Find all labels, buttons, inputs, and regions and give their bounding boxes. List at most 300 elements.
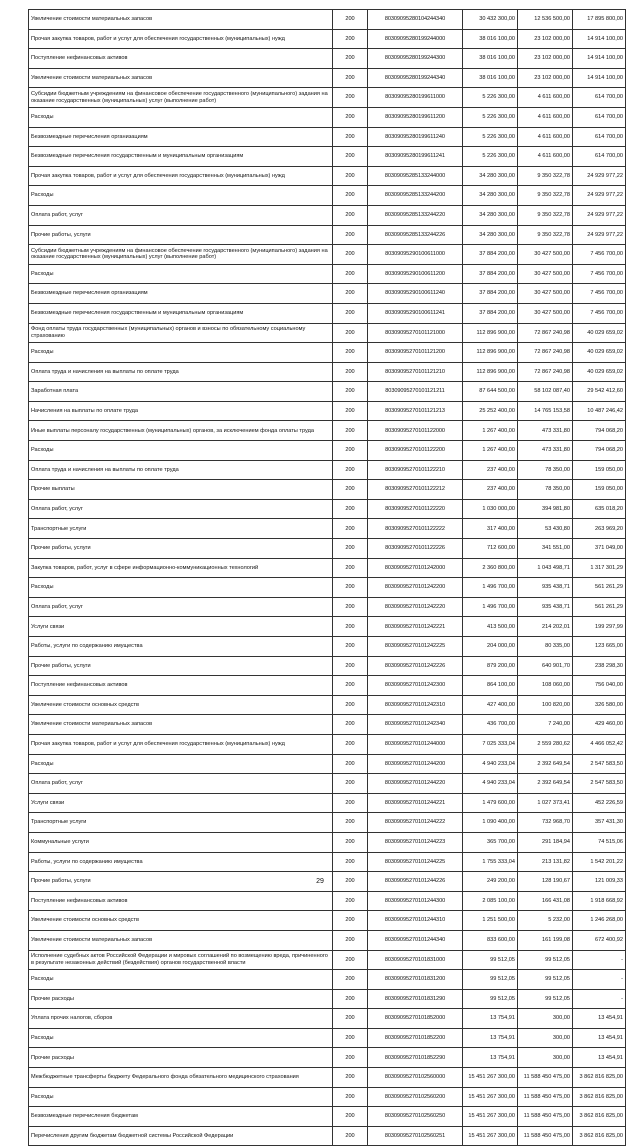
row-code-cell: 200 bbox=[333, 734, 368, 754]
table-row bbox=[29, 911, 626, 931]
table-row bbox=[29, 617, 626, 637]
remaining-amount-cell: 1 317 301,29 bbox=[573, 558, 626, 578]
table-row bbox=[29, 754, 626, 774]
executed-amount-cell: 58 102 087,40 bbox=[518, 382, 573, 402]
executed-amount-cell: 1 027 373,41 bbox=[518, 793, 573, 813]
row-name-cell: Оплата работ, услуг bbox=[29, 205, 333, 225]
row-name-cell: Прочие работы, услуги bbox=[29, 225, 333, 245]
classification-code-cell: 80309095270101121000 bbox=[368, 323, 463, 343]
approved-amount-cell: 99 512,05 bbox=[463, 989, 518, 1009]
executed-amount-cell: 473 331,80 bbox=[518, 441, 573, 461]
executed-amount-cell: 4 611 600,00 bbox=[518, 107, 573, 127]
executed-amount-cell: 11 588 450 475,00 bbox=[518, 1126, 573, 1146]
row-code-cell: 200 bbox=[333, 499, 368, 519]
table-row bbox=[29, 88, 626, 108]
remaining-amount-cell: 614 700,00 bbox=[573, 147, 626, 167]
table-row bbox=[29, 323, 626, 343]
row-name-cell: Транспортные услуги bbox=[29, 813, 333, 833]
approved-amount-cell: 833 600,00 bbox=[463, 930, 518, 950]
remaining-amount-cell: 614 700,00 bbox=[573, 88, 626, 108]
row-name-cell: Субсидии бюджетным учреждениям на финансовое обеспечение государственного (муниципального) задания на оказание государственных (муниципальных) услуг (выполнение работ) bbox=[29, 245, 333, 265]
approved-amount-cell: 5 226 300,00 bbox=[463, 88, 518, 108]
executed-amount-cell: 473 331,80 bbox=[518, 421, 573, 441]
executed-amount-cell: 11 588 450 475,00 bbox=[518, 1107, 573, 1127]
table-row bbox=[29, 1126, 626, 1146]
row-code-cell: 200 bbox=[333, 930, 368, 950]
remaining-amount-cell: 3 862 816 825,00 bbox=[573, 1107, 626, 1127]
approved-amount-cell: 37 884 200,00 bbox=[463, 245, 518, 265]
expenses-table bbox=[28, 9, 626, 1146]
row-code-cell: 200 bbox=[333, 1068, 368, 1088]
row-name-cell: Уплата прочих налогов, сборов bbox=[29, 1009, 333, 1029]
remaining-amount-cell: 672 400,92 bbox=[573, 930, 626, 950]
row-code-cell: 200 bbox=[333, 519, 368, 539]
row-name-cell: Прочие расходы bbox=[29, 989, 333, 1009]
approved-amount-cell: 34 280 300,00 bbox=[463, 205, 518, 225]
row-name-cell: Оплата работ, услуг bbox=[29, 774, 333, 794]
approved-amount-cell: 1 267 400,00 bbox=[463, 421, 518, 441]
remaining-amount-cell: 199 297,99 bbox=[573, 617, 626, 637]
remaining-amount-cell: 7 456 700,00 bbox=[573, 284, 626, 304]
classification-code-cell: 80309095270101242225 bbox=[368, 637, 463, 657]
remaining-amount-cell: 14 914 100,00 bbox=[573, 49, 626, 69]
classification-code-cell: 80309095270101242340 bbox=[368, 715, 463, 735]
remaining-amount-cell: 357 431,30 bbox=[573, 813, 626, 833]
approved-amount-cell: 1 267 400,00 bbox=[463, 441, 518, 461]
page-number: 29 bbox=[316, 878, 324, 885]
classification-code-cell: 80309095270101852290 bbox=[368, 1048, 463, 1068]
row-code-cell: 200 bbox=[333, 421, 368, 441]
row-code-cell: 200 bbox=[333, 382, 368, 402]
table-row bbox=[29, 832, 626, 852]
executed-amount-cell: 80 335,00 bbox=[518, 637, 573, 657]
executed-amount-cell: 72 867 240,98 bbox=[518, 343, 573, 363]
remaining-amount-cell: 159 050,00 bbox=[573, 480, 626, 500]
remaining-amount-cell: 40 029 659,02 bbox=[573, 362, 626, 382]
row-code-cell: 200 bbox=[333, 284, 368, 304]
row-name-cell: Работы, услуги по содержанию имущества bbox=[29, 637, 333, 657]
approved-amount-cell: 712 600,00 bbox=[463, 539, 518, 559]
approved-amount-cell: 37 884 200,00 bbox=[463, 264, 518, 284]
classification-code-cell: 80309095270101242220 bbox=[368, 597, 463, 617]
remaining-amount-cell: 452 226,59 bbox=[573, 793, 626, 813]
classification-code-cell: 80309095270101852200 bbox=[368, 1028, 463, 1048]
row-code-cell: 200 bbox=[333, 147, 368, 167]
row-code-cell: 200 bbox=[333, 793, 368, 813]
remaining-amount-cell: - bbox=[573, 950, 626, 970]
approved-amount-cell: 112 896 900,00 bbox=[463, 323, 518, 343]
classification-code-cell: 80309095270102560200 bbox=[368, 1087, 463, 1107]
classification-code-cell: 80309095285133244226 bbox=[368, 225, 463, 245]
table-row bbox=[29, 284, 626, 304]
classification-code-cell: 80309095270101244222 bbox=[368, 813, 463, 833]
table-row bbox=[29, 970, 626, 990]
row-name-cell: Расходы bbox=[29, 1028, 333, 1048]
remaining-amount-cell: 24 929 977,22 bbox=[573, 186, 626, 206]
classification-code-cell: 80309095270101122200 bbox=[368, 441, 463, 461]
executed-amount-cell: 108 060,00 bbox=[518, 676, 573, 696]
classification-code-cell: 80309095270101244000 bbox=[368, 734, 463, 754]
classification-code-cell: 80309095270101122222 bbox=[368, 519, 463, 539]
executed-amount-cell: 99 512,05 bbox=[518, 970, 573, 990]
table-row bbox=[29, 676, 626, 696]
executed-amount-cell: 5 232,00 bbox=[518, 911, 573, 931]
classification-code-cell: 80309095270101244200 bbox=[368, 754, 463, 774]
classification-code-cell: 80309095270101244221 bbox=[368, 793, 463, 813]
table-row bbox=[29, 460, 626, 480]
executed-amount-cell: 23 102 000,00 bbox=[518, 68, 573, 88]
remaining-amount-cell: 561 261,29 bbox=[573, 578, 626, 598]
remaining-amount-cell: 2 547 583,50 bbox=[573, 754, 626, 774]
classification-code-cell: 80309095280199611241 bbox=[368, 147, 463, 167]
executed-amount-cell: 23 102 000,00 bbox=[518, 29, 573, 49]
row-name-cell: Оплата труда и начисления на выплаты по оплате труда bbox=[29, 460, 333, 480]
classification-code-cell: 80309095270101244223 bbox=[368, 832, 463, 852]
approved-amount-cell: 25 252 400,00 bbox=[463, 401, 518, 421]
executed-amount-cell: 14 765 153,58 bbox=[518, 401, 573, 421]
approved-amount-cell: 38 016 100,00 bbox=[463, 68, 518, 88]
table-row bbox=[29, 852, 626, 872]
approved-amount-cell: 15 451 267 300,00 bbox=[463, 1087, 518, 1107]
executed-amount-cell: 2 392 649,54 bbox=[518, 774, 573, 794]
remaining-amount-cell: 159 050,00 bbox=[573, 460, 626, 480]
row-code-cell: 200 bbox=[333, 872, 368, 892]
remaining-amount-cell: 263 969,20 bbox=[573, 519, 626, 539]
approved-amount-cell: 237 400,00 bbox=[463, 460, 518, 480]
approved-amount-cell: 1 090 400,00 bbox=[463, 813, 518, 833]
executed-amount-cell: 11 588 450 475,00 bbox=[518, 1087, 573, 1107]
remaining-amount-cell: 13 454,91 bbox=[573, 1028, 626, 1048]
row-name-cell: Прочие выплаты bbox=[29, 480, 333, 500]
row-name-cell: Прочие работы, услуги bbox=[29, 539, 333, 559]
row-name-cell: Расходы bbox=[29, 970, 333, 990]
table-row bbox=[29, 166, 626, 186]
remaining-amount-cell: 371 049,00 bbox=[573, 539, 626, 559]
approved-amount-cell: 99 512,05 bbox=[463, 950, 518, 970]
row-name-cell: Перечисления другим бюджетам бюджетной системы Российской Федерации bbox=[29, 1126, 333, 1146]
executed-amount-cell: 935 438,71 bbox=[518, 578, 573, 598]
table-row bbox=[29, 147, 626, 167]
classification-code-cell: 80309095270101122210 bbox=[368, 460, 463, 480]
remaining-amount-cell: 24 929 977,22 bbox=[573, 166, 626, 186]
row-code-cell: 200 bbox=[333, 401, 368, 421]
classification-code-cell: 80309095270102560251 bbox=[368, 1126, 463, 1146]
remaining-amount-cell: 4 466 052,42 bbox=[573, 734, 626, 754]
table-row bbox=[29, 578, 626, 598]
executed-amount-cell: 9 350 322,78 bbox=[518, 225, 573, 245]
table-row bbox=[29, 656, 626, 676]
remaining-amount-cell: 7 456 700,00 bbox=[573, 264, 626, 284]
row-code-cell: 200 bbox=[333, 656, 368, 676]
row-name-cell: Заработная плата bbox=[29, 382, 333, 402]
row-code-cell: 200 bbox=[333, 343, 368, 363]
approved-amount-cell: 436 700,00 bbox=[463, 715, 518, 735]
table-row bbox=[29, 558, 626, 578]
classification-code-cell: 80309095270101122212 bbox=[368, 480, 463, 500]
approved-amount-cell: 2 085 100,00 bbox=[463, 891, 518, 911]
executed-amount-cell: 72 867 240,98 bbox=[518, 362, 573, 382]
approved-amount-cell: 2 360 800,00 bbox=[463, 558, 518, 578]
executed-amount-cell: 4 611 600,00 bbox=[518, 127, 573, 147]
classification-code-cell: 80309095280104244340 bbox=[368, 10, 463, 30]
approved-amount-cell: 237 400,00 bbox=[463, 480, 518, 500]
executed-amount-cell: 166 431,08 bbox=[518, 891, 573, 911]
row-code-cell: 200 bbox=[333, 127, 368, 147]
remaining-amount-cell: 2 547 583,50 bbox=[573, 774, 626, 794]
executed-amount-cell: 23 102 000,00 bbox=[518, 49, 573, 69]
remaining-amount-cell: 17 895 800,00 bbox=[573, 10, 626, 30]
table-row bbox=[29, 362, 626, 382]
budget-execution-sheet bbox=[28, 9, 625, 1146]
row-name-cell: Оплата труда и начисления на выплаты по оплате труда bbox=[29, 362, 333, 382]
row-name-cell: Начисления на выплаты по оплате труда bbox=[29, 401, 333, 421]
remaining-amount-cell: 14 914 100,00 bbox=[573, 68, 626, 88]
table-row bbox=[29, 186, 626, 206]
row-code-cell: 200 bbox=[333, 911, 368, 931]
approved-amount-cell: 13 754,91 bbox=[463, 1048, 518, 1068]
executed-amount-cell: 128 190,67 bbox=[518, 872, 573, 892]
classification-code-cell: 80309095270101244340 bbox=[368, 930, 463, 950]
classification-code-cell: 80309095270102560000 bbox=[368, 1068, 463, 1088]
row-code-cell: 200 bbox=[333, 107, 368, 127]
executed-amount-cell: 72 867 240,98 bbox=[518, 323, 573, 343]
classification-code-cell: 80309095280199244340 bbox=[368, 68, 463, 88]
row-name-cell: Расходы bbox=[29, 107, 333, 127]
row-name-cell: Увеличение стоимости материальных запасов bbox=[29, 10, 333, 30]
remaining-amount-cell: 14 914 100,00 bbox=[573, 29, 626, 49]
approved-amount-cell: 249 200,00 bbox=[463, 872, 518, 892]
approved-amount-cell: 112 896 900,00 bbox=[463, 343, 518, 363]
row-code-cell: 200 bbox=[333, 813, 368, 833]
row-name-cell: Транспортные услуги bbox=[29, 519, 333, 539]
executed-amount-cell: 341 551,00 bbox=[518, 539, 573, 559]
classification-code-cell: 80309095270101244300 bbox=[368, 891, 463, 911]
table-row bbox=[29, 127, 626, 147]
approved-amount-cell: 1 755 333,04 bbox=[463, 852, 518, 872]
remaining-amount-cell: 3 862 816 825,00 bbox=[573, 1068, 626, 1088]
table-row bbox=[29, 421, 626, 441]
row-code-cell: 200 bbox=[333, 970, 368, 990]
executed-amount-cell: 100 820,00 bbox=[518, 695, 573, 715]
executed-amount-cell: 213 131,82 bbox=[518, 852, 573, 872]
row-code-cell: 200 bbox=[333, 29, 368, 49]
approved-amount-cell: 879 200,00 bbox=[463, 656, 518, 676]
approved-amount-cell: 99 512,05 bbox=[463, 970, 518, 990]
row-code-cell: 200 bbox=[333, 88, 368, 108]
row-code-cell: 200 bbox=[333, 166, 368, 186]
row-name-cell: Увеличение стоимости основных средств bbox=[29, 911, 333, 931]
row-code-cell: 200 bbox=[333, 68, 368, 88]
table-row bbox=[29, 539, 626, 559]
approved-amount-cell: 112 896 900,00 bbox=[463, 362, 518, 382]
table-row bbox=[29, 245, 626, 265]
approved-amount-cell: 4 940 233,04 bbox=[463, 754, 518, 774]
classification-code-cell: 80309095270101831000 bbox=[368, 950, 463, 970]
approved-amount-cell: 37 884 200,00 bbox=[463, 284, 518, 304]
row-code-cell: 200 bbox=[333, 989, 368, 1009]
approved-amount-cell: 15 451 267 300,00 bbox=[463, 1107, 518, 1127]
executed-amount-cell: 935 438,71 bbox=[518, 597, 573, 617]
remaining-amount-cell: 1 246 268,00 bbox=[573, 911, 626, 931]
approved-amount-cell: 34 280 300,00 bbox=[463, 166, 518, 186]
table-row bbox=[29, 382, 626, 402]
classification-code-cell: 80309095270101242221 bbox=[368, 617, 463, 637]
row-code-cell: 200 bbox=[333, 1028, 368, 1048]
row-name-cell: Безвозмездные перечисления государственным и муниципальным организациям bbox=[29, 147, 333, 167]
remaining-amount-cell: 635 018,20 bbox=[573, 499, 626, 519]
classification-code-cell: 80309095280199611240 bbox=[368, 127, 463, 147]
remaining-amount-cell: 326 580,00 bbox=[573, 695, 626, 715]
remaining-amount-cell: 3 862 816 825,00 bbox=[573, 1087, 626, 1107]
row-name-cell: Безвозмездные перечисления бюджетам bbox=[29, 1107, 333, 1127]
row-name-cell: Увеличение стоимости основных средств bbox=[29, 695, 333, 715]
executed-amount-cell: 78 350,00 bbox=[518, 480, 573, 500]
row-code-cell: 200 bbox=[333, 480, 368, 500]
approved-amount-cell: 427 400,00 bbox=[463, 695, 518, 715]
remaining-amount-cell: 10 487 246,42 bbox=[573, 401, 626, 421]
classification-code-cell: 80309095270102560250 bbox=[368, 1107, 463, 1127]
row-name-cell: Услуги связи bbox=[29, 617, 333, 637]
row-name-cell: Работы, услуги по содержанию имущества bbox=[29, 852, 333, 872]
row-code-cell: 200 bbox=[333, 10, 368, 30]
row-code-cell: 200 bbox=[333, 1107, 368, 1127]
executed-amount-cell: 30 427 500,00 bbox=[518, 303, 573, 323]
table-row bbox=[29, 107, 626, 127]
approved-amount-cell: 15 451 267 300,00 bbox=[463, 1126, 518, 1146]
row-name-cell: Прочая закупка товаров, работ и услуг для обеспечения государственных (муниципальных) нужд bbox=[29, 734, 333, 754]
remaining-amount-cell: 238 298,30 bbox=[573, 656, 626, 676]
classification-code-cell: 80309095270101244220 bbox=[368, 774, 463, 794]
approved-amount-cell: 15 451 267 300,00 bbox=[463, 1068, 518, 1088]
table-row bbox=[29, 441, 626, 461]
classification-code-cell: 80309095290100611241 bbox=[368, 303, 463, 323]
classification-code-cell: 80309095280199244300 bbox=[368, 49, 463, 69]
row-code-cell: 200 bbox=[333, 578, 368, 598]
row-name-cell: Поступление нефинансовых активов bbox=[29, 49, 333, 69]
classification-code-cell: 80309095270101122220 bbox=[368, 499, 463, 519]
table-row bbox=[29, 695, 626, 715]
classification-code-cell: 80309095285133244000 bbox=[368, 166, 463, 186]
executed-amount-cell: 300,00 bbox=[518, 1048, 573, 1068]
classification-code-cell: 80309095270101242226 bbox=[368, 656, 463, 676]
approved-amount-cell: 38 016 100,00 bbox=[463, 49, 518, 69]
row-code-cell: 200 bbox=[333, 754, 368, 774]
classification-code-cell: 80309095270101121211 bbox=[368, 382, 463, 402]
executed-amount-cell: 9 350 322,78 bbox=[518, 205, 573, 225]
remaining-amount-cell: 429 460,00 bbox=[573, 715, 626, 735]
approved-amount-cell: 38 016 100,00 bbox=[463, 29, 518, 49]
classification-code-cell: 80309095270101244226 bbox=[368, 872, 463, 892]
executed-amount-cell: 394 981,80 bbox=[518, 499, 573, 519]
table-row bbox=[29, 597, 626, 617]
remaining-amount-cell: 121 009,33 bbox=[573, 872, 626, 892]
row-name-cell: Расходы bbox=[29, 441, 333, 461]
table-row bbox=[29, 950, 626, 970]
executed-amount-cell: 214 202,01 bbox=[518, 617, 573, 637]
remaining-amount-cell: 3 862 816 825,00 bbox=[573, 1126, 626, 1146]
row-name-cell: Прочая закупка товаров, работ и услуг для обеспечения государственных (муниципальных) нужд bbox=[29, 29, 333, 49]
table-row bbox=[29, 264, 626, 284]
row-name-cell: Поступление нефинансовых активов bbox=[29, 676, 333, 696]
row-name-cell: Безвозмездные перечисления организациям bbox=[29, 127, 333, 147]
row-code-cell: 200 bbox=[333, 715, 368, 735]
executed-amount-cell: 4 611 600,00 bbox=[518, 147, 573, 167]
table-row bbox=[29, 793, 626, 813]
remaining-amount-cell: - bbox=[573, 970, 626, 990]
approved-amount-cell: 864 100,00 bbox=[463, 676, 518, 696]
remaining-amount-cell: 794 068,20 bbox=[573, 421, 626, 441]
remaining-amount-cell: 74 515,06 bbox=[573, 832, 626, 852]
row-code-cell: 200 bbox=[333, 225, 368, 245]
table-row bbox=[29, 930, 626, 950]
row-name-cell: Иные выплаты персоналу государственных (муниципальных) органов, за исключением фонда оплаты труда bbox=[29, 421, 333, 441]
remaining-amount-cell: 123 665,00 bbox=[573, 637, 626, 657]
row-code-cell: 200 bbox=[333, 617, 368, 637]
classification-code-cell: 80309095270101242000 bbox=[368, 558, 463, 578]
table-row bbox=[29, 499, 626, 519]
row-code-cell: 200 bbox=[333, 950, 368, 970]
executed-amount-cell: 9 350 322,78 bbox=[518, 186, 573, 206]
approved-amount-cell: 204 000,00 bbox=[463, 637, 518, 657]
remaining-amount-cell: 614 700,00 bbox=[573, 107, 626, 127]
row-name-cell: Увеличение стоимости материальных запасов bbox=[29, 930, 333, 950]
executed-amount-cell: 300,00 bbox=[518, 1009, 573, 1029]
remaining-amount-cell: 24 929 977,22 bbox=[573, 225, 626, 245]
row-code-cell: 200 bbox=[333, 245, 368, 265]
executed-amount-cell: 4 611 600,00 bbox=[518, 88, 573, 108]
row-code-cell: 200 bbox=[333, 186, 368, 206]
table-row bbox=[29, 637, 626, 657]
table-row bbox=[29, 29, 626, 49]
approved-amount-cell: 87 644 500,00 bbox=[463, 382, 518, 402]
table-row bbox=[29, 205, 626, 225]
remaining-amount-cell: 40 029 659,02 bbox=[573, 323, 626, 343]
classification-code-cell: 80309095270101244310 bbox=[368, 911, 463, 931]
classification-code-cell: 80309095270101122226 bbox=[368, 539, 463, 559]
row-code-cell: 200 bbox=[333, 676, 368, 696]
approved-amount-cell: 34 280 300,00 bbox=[463, 225, 518, 245]
row-name-cell: Оплата работ, услуг bbox=[29, 499, 333, 519]
approved-amount-cell: 4 940 233,04 bbox=[463, 774, 518, 794]
row-code-cell: 200 bbox=[333, 49, 368, 69]
table-row bbox=[29, 1087, 626, 1107]
row-name-cell: Оплата работ, услуг bbox=[29, 597, 333, 617]
table-row bbox=[29, 774, 626, 794]
row-name-cell: Увеличение стоимости материальных запасов bbox=[29, 68, 333, 88]
classification-code-cell: 80309095280199611200 bbox=[368, 107, 463, 127]
row-name-cell: Расходы bbox=[29, 578, 333, 598]
approved-amount-cell: 13 754,91 bbox=[463, 1028, 518, 1048]
approved-amount-cell: 1 479 600,00 bbox=[463, 793, 518, 813]
row-name-cell: Фонд оплаты труда государственных (муниципальных) органов и взносы по обязательному социальному страхованию bbox=[29, 323, 333, 343]
table-body bbox=[29, 10, 626, 1146]
approved-amount-cell: 30 432 300,00 bbox=[463, 10, 518, 30]
remaining-amount-cell: 1 918 668,92 bbox=[573, 891, 626, 911]
table-row bbox=[29, 1009, 626, 1029]
remaining-amount-cell: 561 261,29 bbox=[573, 597, 626, 617]
executed-amount-cell: 7 240,00 bbox=[518, 715, 573, 735]
remaining-amount-cell: 794 068,20 bbox=[573, 441, 626, 461]
row-code-cell: 200 bbox=[333, 323, 368, 343]
row-code-cell: 200 bbox=[333, 1009, 368, 1029]
table-row bbox=[29, 68, 626, 88]
executed-amount-cell: 291 184,94 bbox=[518, 832, 573, 852]
executed-amount-cell: 2 559 280,62 bbox=[518, 734, 573, 754]
table-row bbox=[29, 989, 626, 1009]
table-row bbox=[29, 303, 626, 323]
row-code-cell: 200 bbox=[333, 852, 368, 872]
executed-amount-cell: 99 512,05 bbox=[518, 989, 573, 1009]
